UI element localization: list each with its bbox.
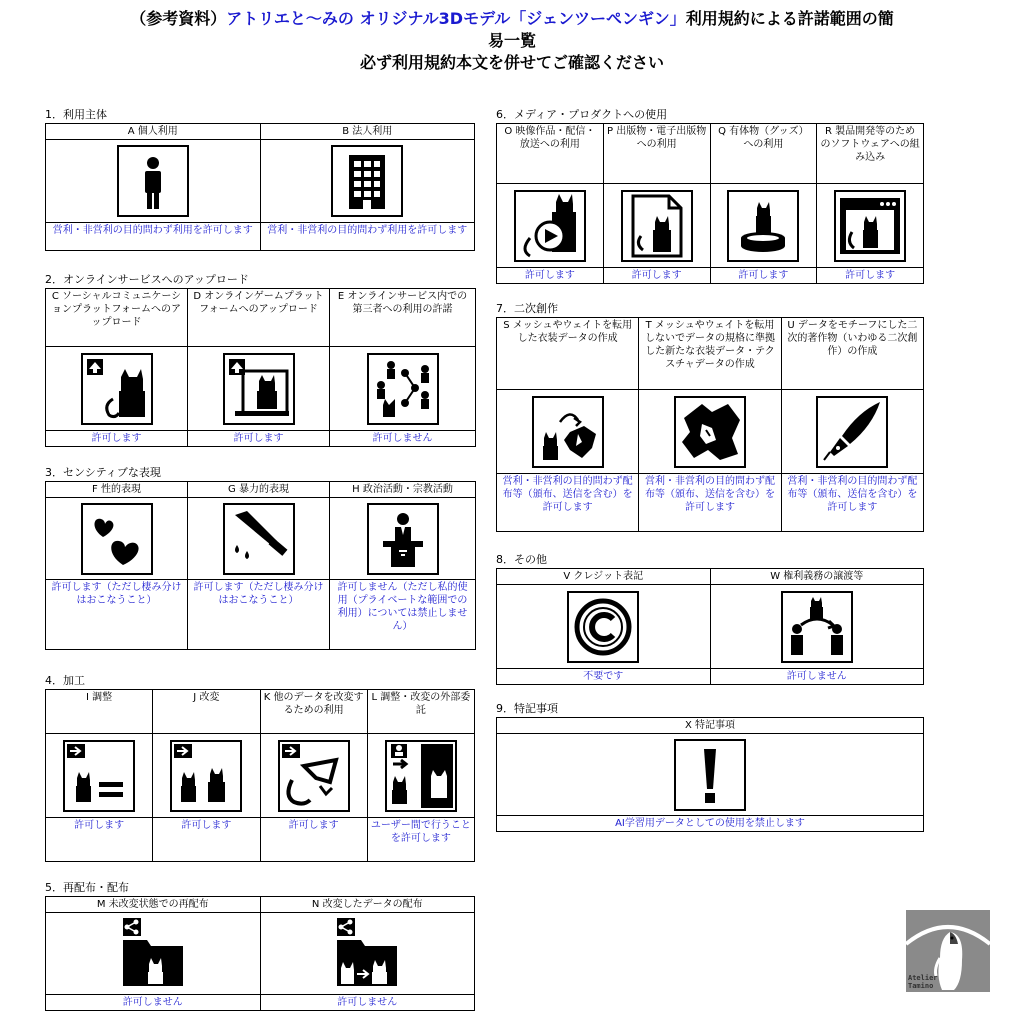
- cell-footer: 許可しません: [710, 669, 924, 685]
- cell-header: M 未改変状態での再配布: [46, 897, 261, 913]
- modify-icon: [170, 740, 242, 812]
- video-play-icon: [514, 190, 586, 262]
- cell-header: K 他のデータを改変するための利用: [260, 690, 367, 734]
- cell-footer: 許可します（ただし棲み分けはおこなうこと）: [46, 580, 188, 650]
- cell-header: H 政治活動・宗教活動: [330, 482, 476, 498]
- cell-header: U データをモチーフにした二次的著作物（いわゆる二次創作）の作成: [781, 318, 923, 390]
- modify-other-data-icon: [278, 740, 350, 812]
- cell-footer: 許可しません: [330, 431, 476, 447]
- cell-footer: 営利・非営利の目的問わず配布等（頒布、送信を含む）を許可します: [497, 474, 639, 532]
- software-window-icon: [834, 190, 906, 262]
- cell-header: R 製品開発等のためのソフトウェアへの組み込み: [817, 124, 924, 184]
- publication-icon: [621, 190, 693, 262]
- share-third-party-icon: [367, 353, 439, 425]
- costume-transfer-icon: [532, 396, 604, 468]
- cell-header: P 出版物・電子出版物への利用: [603, 124, 710, 184]
- cell-footer: 許可しません: [46, 995, 261, 1011]
- cell-footer: AI学習用データとしての使用を禁止します: [497, 816, 924, 832]
- podium-speaker-icon: [367, 503, 439, 575]
- pen-nib-icon: [816, 396, 888, 468]
- cell-footer: 許可しません: [260, 995, 475, 1011]
- cell-footer: 営利・非営利の目的問わず配布等（頒布、送信を含む）を許可します: [781, 474, 923, 532]
- cell-footer: 許可します: [46, 431, 188, 447]
- distribute-modified-icon: [331, 916, 403, 988]
- cell-footer: 許可します: [153, 818, 260, 862]
- cell-header: I 調整: [46, 690, 153, 734]
- cell-footer: 営利・非営利の目的問わず利用を許可します: [46, 223, 261, 251]
- exclamation-icon: [674, 739, 746, 811]
- cell-header: G 暴力的表現: [188, 482, 330, 498]
- cell-footer: 許可します: [603, 268, 710, 284]
- cell-header: X 特記事項: [497, 718, 924, 734]
- section-heading: 4．加工: [45, 674, 85, 687]
- costume-icon: [674, 396, 746, 468]
- cell-footer: 許可します: [46, 818, 153, 862]
- adjust-icon: [63, 740, 135, 812]
- cell-header: V クレジット表記: [497, 569, 711, 585]
- cell-header: O 映像作品・配信・放送への利用: [497, 124, 604, 184]
- cell-footer: 営利・非営利の目的問わず利用を許可します: [260, 223, 475, 251]
- transfer-rights-icon: [781, 591, 853, 663]
- cell-header: J 改変: [153, 690, 260, 734]
- section-processing: [45, 674, 475, 862]
- cell-header: N 改変したデータの配布: [260, 897, 475, 913]
- cell-header: S メッシュやウェイトを転用した衣装データの作成: [497, 318, 639, 390]
- upload-social-icon: [81, 353, 153, 425]
- section-derivative-works: [496, 302, 924, 532]
- page-title: （参考資料）アトリエと〜みの オリジナル3Dモデル「ジェンツーペンギン」利用規約による許諾範囲の簡 易一覧 必ず利用規約本文を併せてご確認ください: [130, 9, 894, 72]
- cell-header: D オンラインゲームプラットフォームへのアップロード: [188, 289, 330, 347]
- hearts-icon: [81, 503, 153, 575]
- section-usage-subject: [45, 108, 475, 251]
- section-online-upload: [45, 273, 476, 447]
- cell-header: Q 有体物（グッズ）への利用: [710, 124, 817, 184]
- cell-footer: 許可します: [817, 268, 924, 284]
- building-icon: [331, 145, 403, 217]
- cell-footer: 不要です: [497, 669, 711, 685]
- copyright-icon: [567, 591, 639, 663]
- section-special-notes: [496, 702, 924, 832]
- atelier-tamino-logo: Atelier Tamino: [906, 910, 990, 992]
- cell-header: T メッシュやウェイトを転用しないでデータの規格に準拠した新たな衣装データ・テクスチャデータの作成: [639, 318, 781, 390]
- section-heading: 9．特記事項: [496, 702, 558, 715]
- section-heading: 6．メディア・プロダクトへの使用: [496, 108, 668, 121]
- section-sensitive-expression: [45, 466, 476, 650]
- cell-header: B 法人利用: [260, 124, 475, 140]
- cell-footer: 許可します: [188, 431, 330, 447]
- section-heading: 8．その他: [496, 553, 547, 566]
- section-heading: 1．利用主体: [45, 108, 107, 121]
- section-heading: 7．二次創作: [496, 302, 558, 315]
- section-heading: 2．オンラインサービスへのアップロード: [45, 273, 249, 286]
- redistribute-folder-icon: [117, 916, 189, 988]
- section-heading: 3．センシティブな表現: [45, 466, 161, 479]
- cell-header: W 権利義務の譲渡等: [710, 569, 924, 585]
- upload-game-icon: [223, 353, 295, 425]
- person-icon: [117, 145, 189, 217]
- cell-header: F 性的表現: [46, 482, 188, 498]
- cell-header: C ソーシャルコミュニケーションプラットフォームへのアップロード: [46, 289, 188, 347]
- cell-footer: ユーザー間で行うことを許可します: [367, 818, 474, 862]
- figure-goods-icon: [727, 190, 799, 262]
- cell-footer: 許可します: [710, 268, 817, 284]
- section-media-product: [496, 108, 924, 284]
- section-redistribution: [45, 881, 475, 1011]
- knife-icon: [223, 503, 295, 575]
- cell-footer: 許可します: [497, 268, 604, 284]
- cell-header: A 個人利用: [46, 124, 261, 140]
- cell-header: E オンラインサービス内での第三者への利用の許諾: [330, 289, 476, 347]
- cell-footer: 許可します: [260, 818, 367, 862]
- cell-footer: 営利・非営利の目的問わず配布等（頒布、送信を含む）を許可します: [639, 474, 781, 532]
- section-heading: 5．再配布・配布: [45, 881, 129, 894]
- section-other: [496, 553, 924, 685]
- cell-footer: 許可します（ただし棲み分けはおこなうこと）: [188, 580, 330, 650]
- cell-header: L 調整・改変の外部委託: [367, 690, 474, 734]
- cell-footer: 許可しません（ただし私的使用（プライベートな範囲での利用）については禁止しません）: [330, 580, 476, 650]
- outsourcing-icon: [385, 740, 457, 812]
